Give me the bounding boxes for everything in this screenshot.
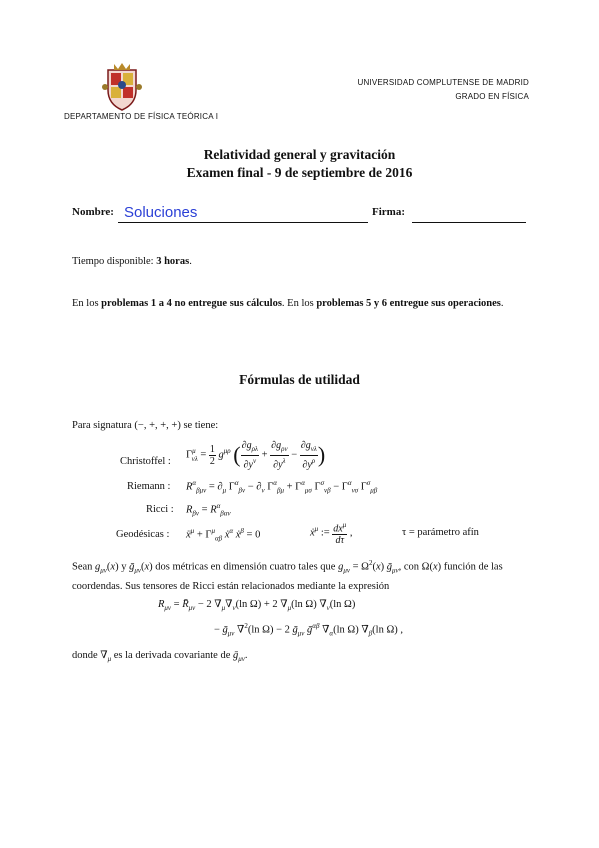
formulas-heading: Fórmulas de utilidad	[239, 372, 360, 387]
ricci-relation-1: $R_{\mu\nu}$ = $R̄_{\mu\nu} - 2$ $\nablā_\mu\nablā_\nu(\ln$ Ω) + 2 $\nablā_\mu(\ln$ Ω) $\nablā_\nu(\ln$ Ω)	[158, 599, 356, 613]
geodesic-formula: ẍ$^\mu$ + $\Gamma^\mu_{\alpha\beta}$ ẋ$^\alpha$ ẋ$^\beta$ = 0	[186, 527, 261, 543]
geodesic-label: Geodésicas :	[116, 529, 170, 540]
signature-intro: Para signatura (−, +, +, +) se tiene:	[72, 420, 219, 431]
riemann-label: Riemann :	[127, 481, 171, 492]
name-label: Nombre:	[72, 206, 114, 218]
name-value: Soluciones	[124, 204, 198, 221]
signature-field[interactable]	[412, 206, 526, 223]
riemann-formula: $R^\alpha_{\beta\mu\nu} = \partial_\mu$ $\Gamma^\alpha_{\beta\nu} - \partial_\nu$ $\Gamma^\alpha_{\beta\mu} + \Gamma^\alpha_{\mu\sigma}$ $\Gamma^\sigma_{\nu\beta} - \Gamma^\alpha_{\nu\sigma}$ $\Gamma^\sigma_{\mu\beta}$	[186, 479, 378, 495]
christoffel-label: Christoffel :	[120, 456, 171, 467]
name-field[interactable]	[118, 206, 368, 223]
conformal-paragraph: Sean $g_{\mu\nu}(x)$ y ḡ$_{\mu\nu}$(x) dos métricas en dimensión cuatro tales que $g_{\mu\nu} = \Omega^2(x)$ ḡ$_{\mu\nu}$, con Ω(x) función de las coordendas. Sus tensores de Ricci están relacionados mediante la expresión	[72, 559, 503, 592]
velocity-def: ẋ$^\mu$ := $\frac{dx^\mu}{d\tau}$ ,	[310, 521, 353, 547]
christoffel-formula: $\Gamma^\mu_{\nu\lambda}$ = $\frac{1}{2}$ $g^{\mu\rho}$ ( $\frac{\partial g_{\rho\lambda}}{\partial y^\nu}$ + $\frac{\partial g_{\rho\nu}}{\partial y^\lambda}$ − $\frac{\partial g_{\nu\lambda}}{\partial y^\rho}$ )	[186, 440, 326, 471]
instructions: En los problemas 1 a 4 no entregue sus cálculos. En los problemas 5 y 6 entregue sus operaciones.	[72, 298, 504, 309]
time-available: Tiempo disponible: 3 horas.	[72, 256, 192, 267]
donde-note: donde $\nablā_\mu$ es la derivada covariante de ḡ$_{\mu\nu}$.	[72, 650, 248, 664]
ricci-relation-2: − ḡ$_{\mu\nu}$ ∇̄$^2$(ln Ω) − 2 ḡ$_{\mu\nu}$ ḡ$^{\alpha\beta}$ $\nablā_\alpha(\ln$ Ω) $\nablā_\beta(\ln$ Ω) ,	[214, 622, 403, 638]
signature-label: Firma:	[372, 206, 405, 218]
university-crest-icon	[100, 62, 144, 112]
ricci-label: Ricci :	[146, 504, 174, 515]
exam-subtitle: Examen final - 9 de septiembre de 2016	[186, 165, 413, 180]
degree-name: GRADO EN FÍSICA	[455, 92, 529, 101]
ricci-formula: $R_{\beta\nu} = R^\alpha_{\beta\alpha\nu}$	[186, 502, 231, 518]
university-name: UNIVERSIDAD COMPLUTENSE DE MADRID	[357, 78, 529, 87]
department-name: DEPARTAMENTO DE FÍSICA TEÓRICA I	[64, 112, 219, 121]
exam-title: Relatividad general y gravitación	[203, 147, 396, 162]
tau-note: τ = parámetro afín	[402, 527, 479, 538]
